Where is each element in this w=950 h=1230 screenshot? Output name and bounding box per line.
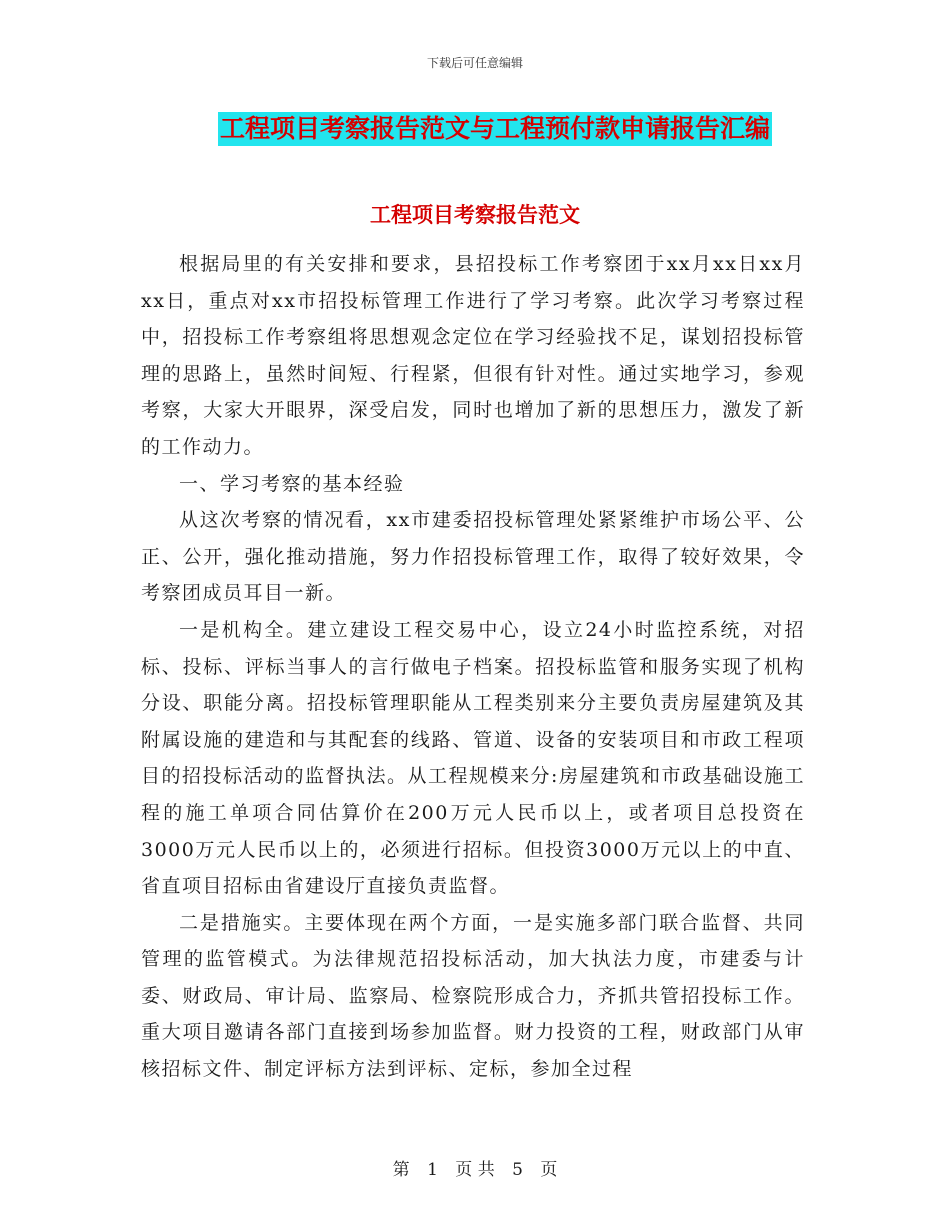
paragraph-point-2: 二是措施实。主要体现在两个方面，一是实施多部门联合监督、共同管理的监管模式。为法律规范招投标活动，加大执法力度，市建委与计委、财政局、审计局、监察局、检察院形成合力，齐抓共管招投标工作。重大项目邀请各部门直接到场参加监督。财力投资的工程，财政部门从审核招标文件、制定评标方法到评标、定标，参加全过程 [141,911,805,1081]
paragraph-intro: 根据局里的有关安排和要求，县招投标工作考察团于xx月xx日xx月xx日，重点对xx市招投标管理工作进行了学习考察。此次学习考察过程中，招投标工作考察组将思想观念定位在学习经验找不足，谋划招投标管理的思路上，虽然时间短、行程紧，但很有针对性。通过实地学习，参观考察，大家大开眼界，深受启发，同时也增加了新的思想压力，激发了新的工作动力。 [141,253,805,458]
footer-prefix: 第 [392,1160,410,1180]
paragraph-heading-1: 一、学习考察的基本经验 [179,472,405,495]
paragraph-overview: 从这次考察的情况看，xx市建委招投标管理处紧紧维护市场公平、公正、公开，强化推动措施，努力作招投标管理工作，取得了较好效果，令考察团成员耳目一新。 [141,509,805,605]
body-text [141,246,805,1088]
doc-title-container [0,112,950,146]
section-title: 工程项目考察报告范文 [370,203,580,227]
footer-middle: 页 共 [455,1160,495,1180]
footer-page-number: 1 [427,1160,438,1180]
paragraph-point-1: 一是机构全。建立建设工程交易中心，设立24小时监控系统，对招标、投标、评标当事人的言行做电子档案。招投标监管和服务实现了机构分设、职能分离。招投标管理职能从工程类别来分主要负责房屋建筑及其附属设施的建造和与其配套的线路、管道、设备的安装项目和市政工程项目的招投标活动的监督执法。从工程规模来分:房屋建筑和市政基础设施工程的施工单项合同估算价在200万元人民币以上，或者项目总投资在3000万元人民币以上的，必须进行招标。但投资3000万元以上的中直、省直项目招标由省建设厅直接负责监督。 [141,618,805,898]
footer-total-pages: 5 [512,1160,523,1180]
header-note: 下载后可任意编辑 [426,56,523,70]
doc-title: 工程项目考察报告范文与工程预付款申请报告汇编 [218,112,772,146]
page-footer [0,1155,950,1180]
footer-suffix: 页 [540,1160,558,1180]
